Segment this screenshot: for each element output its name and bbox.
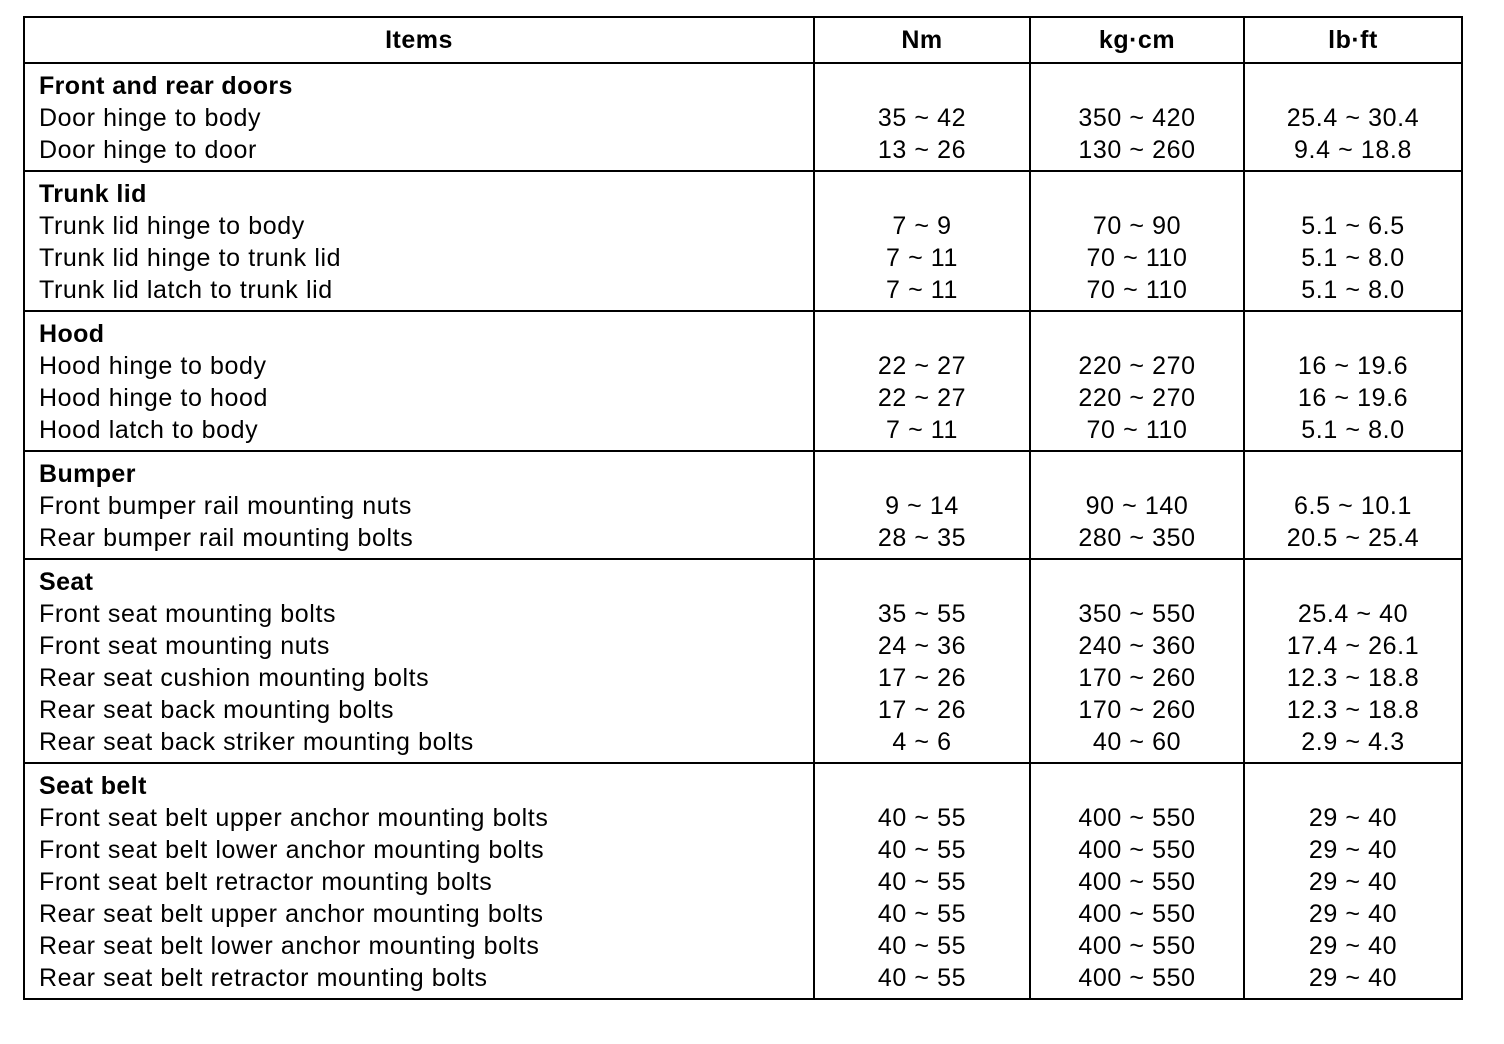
empty-cell bbox=[1244, 451, 1462, 490]
table-row bbox=[24, 930, 1462, 962]
value-nm: 35 ~ 55 bbox=[814, 598, 1030, 630]
value-lbft: 5.1 ~ 8.0 bbox=[1244, 242, 1462, 274]
table-row bbox=[24, 522, 1462, 559]
item-name: Rear seat belt lower anchor mounting bolts bbox=[24, 930, 814, 962]
value-kgcm: 70 ~ 110 bbox=[1030, 242, 1244, 274]
value-nm: 40 ~ 55 bbox=[814, 930, 1030, 962]
value-kgcm: 220 ~ 270 bbox=[1030, 350, 1244, 382]
value-lbft: 12.3 ~ 18.8 bbox=[1244, 662, 1462, 694]
value-nm: 17 ~ 26 bbox=[814, 694, 1030, 726]
item-name: Door hinge to door bbox=[24, 134, 814, 171]
empty-cell bbox=[1244, 311, 1462, 350]
item-name: Rear seat belt retractor mounting bolts bbox=[24, 962, 814, 999]
table-row bbox=[24, 382, 1462, 414]
section-title: Front and rear doors bbox=[24, 63, 814, 102]
item-name: Trunk lid latch to trunk lid bbox=[24, 274, 814, 311]
table-row bbox=[24, 694, 1462, 726]
table-row bbox=[24, 866, 1462, 898]
value-kgcm: 350 ~ 420 bbox=[1030, 102, 1244, 134]
value-lbft: 5.1 ~ 6.5 bbox=[1244, 210, 1462, 242]
item-name: Trunk lid hinge to trunk lid bbox=[24, 242, 814, 274]
value-lbft: 29 ~ 40 bbox=[1244, 930, 1462, 962]
table-row bbox=[24, 350, 1462, 382]
table-row bbox=[24, 962, 1462, 999]
value-nm: 22 ~ 27 bbox=[814, 350, 1030, 382]
value-nm: 7 ~ 11 bbox=[814, 414, 1030, 451]
item-name: Hood latch to body bbox=[24, 414, 814, 451]
table-body bbox=[24, 63, 1462, 999]
empty-cell bbox=[1030, 451, 1244, 490]
table-row bbox=[24, 210, 1462, 242]
table-row bbox=[24, 274, 1462, 311]
item-name: Trunk lid hinge to body bbox=[24, 210, 814, 242]
value-nm: 40 ~ 55 bbox=[814, 802, 1030, 834]
empty-cell bbox=[814, 763, 1030, 802]
value-kgcm: 90 ~ 140 bbox=[1030, 490, 1244, 522]
value-nm: 40 ~ 55 bbox=[814, 898, 1030, 930]
item-name: Front seat belt upper anchor mounting bolts bbox=[24, 802, 814, 834]
value-kgcm: 170 ~ 260 bbox=[1030, 662, 1244, 694]
value-nm: 9 ~ 14 bbox=[814, 490, 1030, 522]
table-row bbox=[24, 242, 1462, 274]
table-row bbox=[24, 726, 1462, 763]
value-lbft: 12.3 ~ 18.8 bbox=[1244, 694, 1462, 726]
section-row bbox=[24, 451, 1462, 490]
section-row bbox=[24, 63, 1462, 102]
value-lbft: 9.4 ~ 18.8 bbox=[1244, 134, 1462, 171]
value-lbft: 29 ~ 40 bbox=[1244, 834, 1462, 866]
empty-cell bbox=[814, 171, 1030, 210]
header-lbft: lb·ft bbox=[1244, 17, 1462, 63]
item-name: Front seat belt lower anchor mounting bolts bbox=[24, 834, 814, 866]
section-title: Hood bbox=[24, 311, 814, 350]
value-nm: 24 ~ 36 bbox=[814, 630, 1030, 662]
value-kgcm: 220 ~ 270 bbox=[1030, 382, 1244, 414]
value-lbft: 29 ~ 40 bbox=[1244, 866, 1462, 898]
item-name: Rear seat belt upper anchor mounting bolts bbox=[24, 898, 814, 930]
item-name: Rear seat back striker mounting bolts bbox=[24, 726, 814, 763]
section-row bbox=[24, 763, 1462, 802]
empty-cell bbox=[814, 559, 1030, 598]
value-lbft: 5.1 ~ 8.0 bbox=[1244, 414, 1462, 451]
item-name: Hood hinge to body bbox=[24, 350, 814, 382]
value-kgcm: 400 ~ 550 bbox=[1030, 834, 1244, 866]
item-name: Rear seat back mounting bolts bbox=[24, 694, 814, 726]
value-kgcm: 70 ~ 110 bbox=[1030, 274, 1244, 311]
empty-cell bbox=[1030, 63, 1244, 102]
value-lbft: 25.4 ~ 40 bbox=[1244, 598, 1462, 630]
value-lbft: 5.1 ~ 8.0 bbox=[1244, 274, 1462, 311]
header-nm: Nm bbox=[814, 17, 1030, 63]
value-kgcm: 70 ~ 90 bbox=[1030, 210, 1244, 242]
empty-cell bbox=[1244, 559, 1462, 598]
value-nm: 13 ~ 26 bbox=[814, 134, 1030, 171]
value-nm: 28 ~ 35 bbox=[814, 522, 1030, 559]
table-row bbox=[24, 802, 1462, 834]
item-name: Rear seat cushion mounting bolts bbox=[24, 662, 814, 694]
table-row bbox=[24, 598, 1462, 630]
value-lbft: 29 ~ 40 bbox=[1244, 962, 1462, 999]
table-row bbox=[24, 834, 1462, 866]
value-lbft: 29 ~ 40 bbox=[1244, 898, 1462, 930]
table-row bbox=[24, 134, 1462, 171]
item-name: Rear bumper rail mounting bolts bbox=[24, 522, 814, 559]
value-nm: 22 ~ 27 bbox=[814, 382, 1030, 414]
value-kgcm: 170 ~ 260 bbox=[1030, 694, 1244, 726]
value-kgcm: 280 ~ 350 bbox=[1030, 522, 1244, 559]
value-kgcm: 350 ~ 550 bbox=[1030, 598, 1244, 630]
table-row bbox=[24, 102, 1462, 134]
item-name: Front seat belt retractor mounting bolts bbox=[24, 866, 814, 898]
value-nm: 7 ~ 9 bbox=[814, 210, 1030, 242]
empty-cell bbox=[814, 451, 1030, 490]
table-row bbox=[24, 630, 1462, 662]
empty-cell bbox=[814, 311, 1030, 350]
table-header bbox=[24, 17, 1462, 63]
empty-cell bbox=[1030, 559, 1244, 598]
value-lbft: 25.4 ~ 30.4 bbox=[1244, 102, 1462, 134]
value-kgcm: 400 ~ 550 bbox=[1030, 962, 1244, 999]
value-nm: 40 ~ 55 bbox=[814, 962, 1030, 999]
value-kgcm: 40 ~ 60 bbox=[1030, 726, 1244, 763]
item-name: Front seat mounting nuts bbox=[24, 630, 814, 662]
section-row bbox=[24, 559, 1462, 598]
value-nm: 17 ~ 26 bbox=[814, 662, 1030, 694]
section-title: Seat belt bbox=[24, 763, 814, 802]
torque-spec-table bbox=[23, 16, 1463, 1000]
item-name: Door hinge to body bbox=[24, 102, 814, 134]
value-kgcm: 400 ~ 550 bbox=[1030, 898, 1244, 930]
value-kgcm: 130 ~ 260 bbox=[1030, 134, 1244, 171]
empty-cell bbox=[1030, 763, 1244, 802]
section-title: Bumper bbox=[24, 451, 814, 490]
empty-cell bbox=[1244, 63, 1462, 102]
value-kgcm: 400 ~ 550 bbox=[1030, 802, 1244, 834]
table-row bbox=[24, 414, 1462, 451]
header-items: Items bbox=[24, 17, 814, 63]
value-nm: 7 ~ 11 bbox=[814, 242, 1030, 274]
header-kgcm: kg·cm bbox=[1030, 17, 1244, 63]
value-nm: 4 ~ 6 bbox=[814, 726, 1030, 763]
value-lbft: 29 ~ 40 bbox=[1244, 802, 1462, 834]
section-title: Trunk lid bbox=[24, 171, 814, 210]
table-row bbox=[24, 898, 1462, 930]
header-row bbox=[24, 17, 1462, 63]
value-kgcm: 240 ~ 360 bbox=[1030, 630, 1244, 662]
value-nm: 35 ~ 42 bbox=[814, 102, 1030, 134]
value-nm: 40 ~ 55 bbox=[814, 834, 1030, 866]
table-row bbox=[24, 490, 1462, 522]
item-name: Front seat mounting bolts bbox=[24, 598, 814, 630]
value-kgcm: 400 ~ 550 bbox=[1030, 866, 1244, 898]
value-lbft: 16 ~ 19.6 bbox=[1244, 382, 1462, 414]
value-lbft: 20.5 ~ 25.4 bbox=[1244, 522, 1462, 559]
value-lbft: 6.5 ~ 10.1 bbox=[1244, 490, 1462, 522]
value-kgcm: 400 ~ 550 bbox=[1030, 930, 1244, 962]
section-row bbox=[24, 171, 1462, 210]
empty-cell bbox=[1030, 171, 1244, 210]
value-lbft: 17.4 ~ 26.1 bbox=[1244, 630, 1462, 662]
section-row bbox=[24, 311, 1462, 350]
empty-cell bbox=[814, 63, 1030, 102]
empty-cell bbox=[1030, 311, 1244, 350]
value-kgcm: 70 ~ 110 bbox=[1030, 414, 1244, 451]
value-nm: 40 ~ 55 bbox=[814, 866, 1030, 898]
empty-cell bbox=[1244, 171, 1462, 210]
value-nm: 7 ~ 11 bbox=[814, 274, 1030, 311]
item-name: Front bumper rail mounting nuts bbox=[24, 490, 814, 522]
empty-cell bbox=[1244, 763, 1462, 802]
item-name: Hood hinge to hood bbox=[24, 382, 814, 414]
section-title: Seat bbox=[24, 559, 814, 598]
value-lbft: 16 ~ 19.6 bbox=[1244, 350, 1462, 382]
table-row bbox=[24, 662, 1462, 694]
value-lbft: 2.9 ~ 4.3 bbox=[1244, 726, 1462, 763]
